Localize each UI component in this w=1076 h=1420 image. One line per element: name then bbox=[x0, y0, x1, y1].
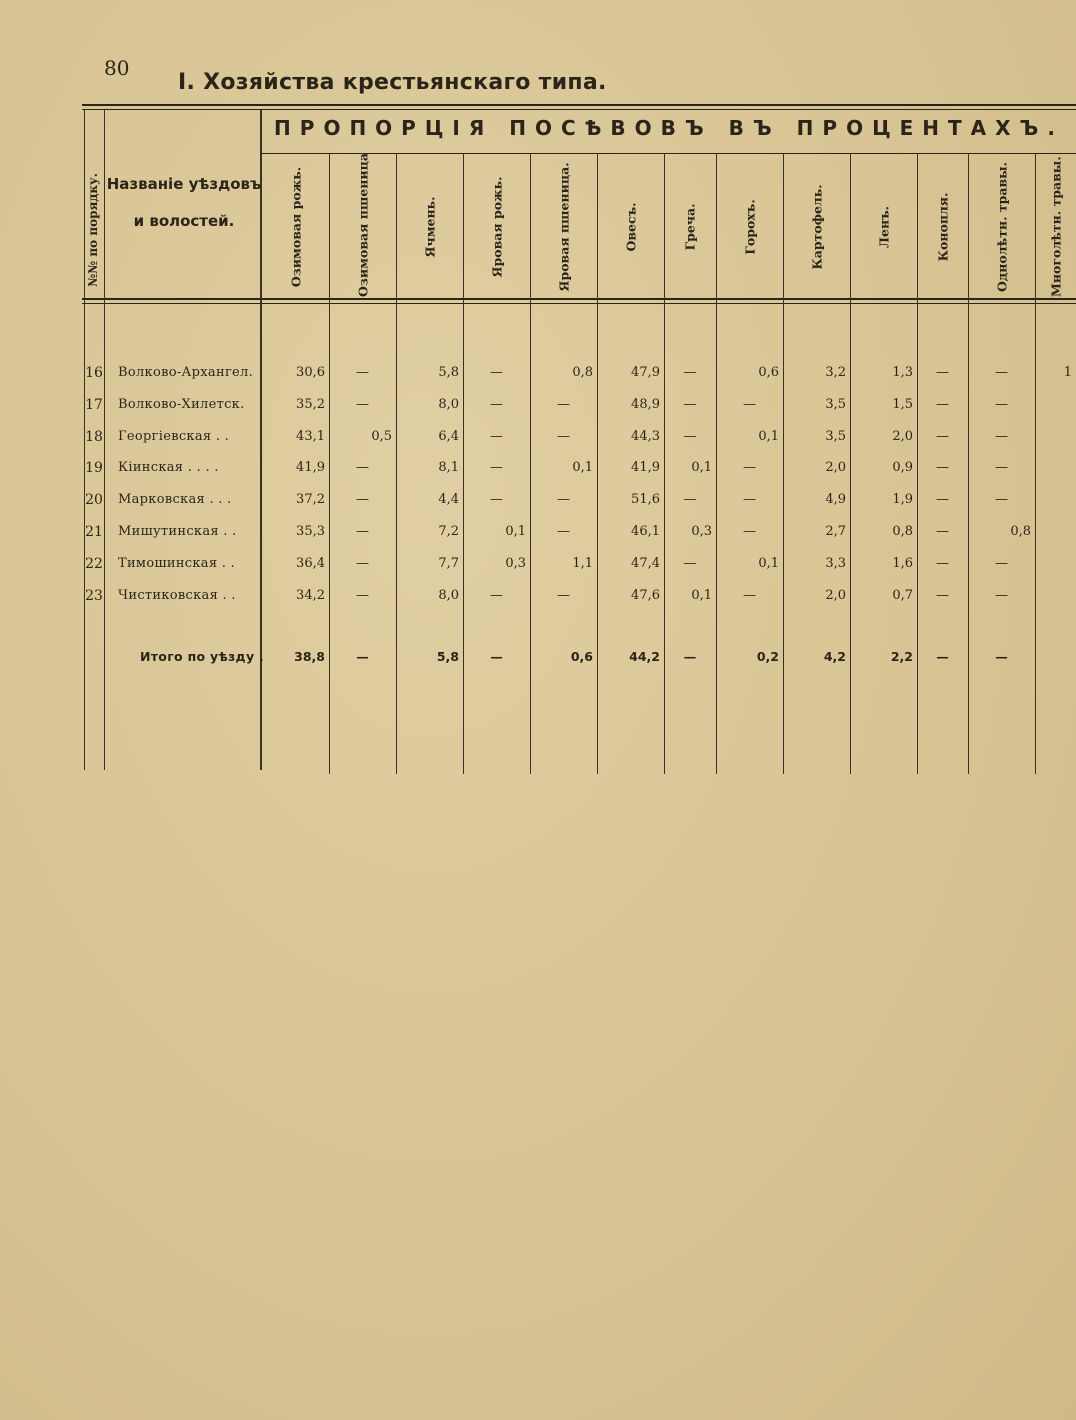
percent-cell: 48,9 bbox=[631, 396, 660, 412]
column-header-label: Многолѣтн. травы. bbox=[1048, 156, 1063, 297]
percent-cell: — bbox=[936, 365, 949, 380]
num-column-header bbox=[82, 160, 104, 300]
percent-cell: 0,5 bbox=[371, 428, 392, 444]
name-header-line1: Названіе уѣздовъ bbox=[106, 175, 262, 193]
percent-cell: — bbox=[490, 460, 503, 476]
row-number: 19 bbox=[85, 460, 103, 477]
district-name: Мишутинская . . bbox=[118, 524, 237, 539]
table-row bbox=[0, 517, 1076, 547]
row-number: 21 bbox=[85, 524, 103, 540]
percent-cell: 0,1 bbox=[691, 587, 712, 603]
percent-cell: 36,4 bbox=[296, 555, 325, 571]
percent-cell: 8,0 bbox=[438, 396, 459, 412]
percent-cell: 7,7 bbox=[438, 555, 459, 571]
percent-cell: 8,0 bbox=[438, 587, 459, 603]
percent-cell: 30,6 bbox=[296, 365, 325, 380]
column-header bbox=[1035, 154, 1076, 300]
column-header-label: Яровая рожь. bbox=[489, 176, 504, 278]
percent-cell: — bbox=[995, 587, 1008, 603]
row-number: 16 bbox=[85, 365, 103, 381]
percent-cell: — bbox=[356, 524, 369, 539]
district-name: Чистиковская . . bbox=[118, 587, 236, 603]
column-header-label: Конопля. bbox=[935, 192, 950, 262]
percent-cell: 2,0 bbox=[892, 428, 913, 444]
column-header-label: Ячмень. bbox=[422, 196, 437, 258]
percent-cell: 0,1 bbox=[572, 460, 593, 476]
percent-cell: — bbox=[356, 460, 369, 476]
district-name: Итого по уѣзду . bbox=[140, 649, 265, 664]
page-number: 80 bbox=[104, 56, 130, 80]
percent-cell: — bbox=[490, 428, 503, 444]
percent-cell: 2,0 bbox=[825, 587, 846, 603]
district-name: Марковская . . . bbox=[118, 492, 232, 508]
percent-cell: 0,1 bbox=[505, 524, 526, 539]
percent-cell: — bbox=[356, 587, 369, 603]
percent-cell: — bbox=[683, 428, 697, 444]
column-header bbox=[664, 154, 716, 300]
percent-cell: 0,8 bbox=[572, 365, 593, 380]
percent-cell: 2,7 bbox=[825, 524, 846, 539]
percent-cell: 38,8 bbox=[294, 649, 325, 664]
percent-cell: 0,1 bbox=[758, 555, 779, 571]
table-row bbox=[0, 581, 1076, 611]
percent-cell: — bbox=[995, 428, 1008, 444]
percent-cell: — bbox=[743, 524, 756, 539]
table-row bbox=[0, 485, 1076, 515]
percent-cell: — bbox=[356, 365, 369, 380]
percent-cell: 1,1 bbox=[572, 555, 593, 571]
percent-cell: 34,2 bbox=[296, 587, 325, 603]
column-header-label: Горохъ. bbox=[742, 199, 757, 255]
column-header-label: Озимовая рожь. bbox=[288, 166, 303, 288]
percent-cell: — bbox=[743, 492, 756, 508]
percent-cell: 44,2 bbox=[629, 649, 660, 664]
percent-cell: 5,8 bbox=[438, 365, 459, 380]
percent-cell: — bbox=[936, 587, 949, 603]
table-row bbox=[0, 390, 1076, 420]
percent-cell: 46,1 bbox=[631, 524, 660, 539]
percent-cell: 8,1 bbox=[438, 460, 459, 476]
row-number: 23 bbox=[85, 587, 103, 604]
name-column-header bbox=[106, 172, 262, 246]
percent-cell: — bbox=[356, 396, 369, 412]
total-row bbox=[0, 642, 1076, 672]
column-header bbox=[530, 154, 597, 300]
percent-cell: — bbox=[490, 492, 503, 508]
percent-cell: 1 bbox=[1063, 365, 1072, 380]
percent-cell: — bbox=[490, 649, 503, 664]
row-number: 20 bbox=[85, 492, 103, 509]
num-column-header-label: №№ по порядку. bbox=[86, 173, 100, 287]
percent-cell: — bbox=[557, 428, 570, 444]
percent-cell: 0,6 bbox=[570, 649, 593, 664]
percent-cell: — bbox=[936, 460, 949, 476]
percent-cell: — bbox=[557, 587, 570, 603]
header-bottom-rule-thin bbox=[82, 303, 1076, 304]
percent-cell: — bbox=[743, 396, 756, 412]
district-name: Георгіевская . . bbox=[118, 428, 230, 444]
top-rule-thin bbox=[82, 109, 1076, 110]
column-header-label: Однолѣтн. травы. bbox=[994, 161, 1009, 293]
percent-cell: 0,8 bbox=[1010, 524, 1031, 539]
column-header bbox=[262, 154, 329, 300]
percent-cell: 1,9 bbox=[892, 492, 913, 508]
percent-cell: 47,6 bbox=[631, 587, 660, 603]
percent-cell: — bbox=[557, 492, 570, 508]
column-header-label: Греча. bbox=[682, 203, 698, 251]
row-number: 18 bbox=[85, 428, 103, 445]
percent-cell: 0,2 bbox=[756, 649, 779, 664]
percent-cell: — bbox=[557, 524, 570, 539]
percent-cell: 47,9 bbox=[631, 365, 660, 380]
percent-cell: 0,3 bbox=[505, 555, 526, 571]
percent-cell: 0,1 bbox=[758, 428, 779, 444]
column-header bbox=[968, 154, 1035, 300]
percent-cell: — bbox=[683, 555, 697, 571]
district-name: Тимошинская . . bbox=[118, 555, 236, 571]
percent-cell: 44,3 bbox=[631, 428, 660, 444]
percent-cell: — bbox=[490, 396, 503, 412]
percent-cell: — bbox=[995, 365, 1008, 380]
percent-cell: 0,3 bbox=[691, 524, 712, 539]
percent-cell: 7,2 bbox=[438, 524, 459, 539]
percent-cell: 6,4 bbox=[438, 428, 459, 444]
percent-cell: — bbox=[683, 396, 697, 412]
percent-cell: — bbox=[995, 649, 1008, 664]
column-header-label: Яровая пшеница. bbox=[556, 162, 571, 292]
table-row bbox=[0, 422, 1076, 452]
percent-cell: 0,1 bbox=[691, 460, 712, 476]
percent-cell: — bbox=[490, 365, 503, 380]
percent-cell: 37,2 bbox=[296, 492, 325, 508]
percent-cell: 3,5 bbox=[825, 428, 846, 444]
page-header: I. Хозяйства крестьянскаго типа. bbox=[178, 70, 607, 95]
percent-cell: — bbox=[936, 428, 949, 444]
percent-cell: 35,3 bbox=[296, 524, 325, 539]
column-header bbox=[783, 154, 850, 300]
table-row bbox=[0, 453, 1076, 483]
district-name: Волково-Архангел. bbox=[118, 365, 254, 380]
percent-cell: — bbox=[683, 365, 697, 380]
percent-cell: — bbox=[356, 649, 369, 664]
percent-cell: 3,5 bbox=[825, 396, 846, 412]
percent-cell: — bbox=[995, 396, 1008, 412]
percent-cell: 51,6 bbox=[631, 492, 660, 508]
top-rule bbox=[82, 104, 1076, 106]
percent-cell: 43,1 bbox=[296, 428, 325, 444]
district-name: Кіинская . . . . bbox=[118, 460, 219, 476]
percent-cell: 41,9 bbox=[296, 460, 325, 476]
table-row bbox=[0, 358, 1076, 388]
percent-cell: 2,2 bbox=[890, 649, 913, 664]
percent-cell: 0,7 bbox=[892, 587, 913, 603]
percent-cell: 1,6 bbox=[892, 555, 913, 571]
column-header bbox=[716, 154, 783, 300]
district-name: Волково-Хилетск. bbox=[118, 396, 245, 412]
percent-cell: — bbox=[936, 396, 949, 412]
column-header-label: Ленъ. bbox=[876, 205, 891, 249]
column-header bbox=[917, 154, 968, 300]
percent-cell: — bbox=[683, 649, 697, 664]
percent-cell: — bbox=[936, 649, 949, 664]
percent-cell: — bbox=[936, 555, 949, 571]
percent-cell: — bbox=[743, 460, 756, 476]
column-header bbox=[850, 154, 917, 300]
row-number: 17 bbox=[85, 396, 103, 413]
table-row bbox=[0, 549, 1076, 579]
percent-cell: 4,2 bbox=[823, 649, 846, 664]
column-header bbox=[329, 154, 396, 300]
percent-cell: — bbox=[356, 555, 369, 571]
row-number: 22 bbox=[85, 555, 103, 572]
column-header bbox=[463, 154, 530, 300]
percent-cell: 3,2 bbox=[825, 365, 846, 380]
percent-cell: — bbox=[683, 492, 697, 508]
column-header bbox=[396, 154, 463, 300]
percent-cell: 0,8 bbox=[892, 524, 913, 539]
percent-cell: 4,9 bbox=[825, 492, 846, 508]
percent-cell: — bbox=[995, 555, 1008, 571]
percent-cell: 1,3 bbox=[892, 365, 913, 380]
name-header-line2: и волостей. bbox=[133, 212, 235, 230]
percent-cell: 1,5 bbox=[892, 396, 913, 412]
percent-cell: — bbox=[936, 492, 949, 508]
percent-cell: — bbox=[356, 492, 369, 508]
column-header-label: Озимовая пшеница bbox=[355, 153, 370, 297]
percent-cell: 0,6 bbox=[758, 365, 779, 380]
column-header-label: Картофель. bbox=[809, 184, 824, 270]
percent-cell: 41,9 bbox=[631, 460, 660, 476]
percent-cell: 35,2 bbox=[296, 396, 325, 412]
percent-cell: 3,3 bbox=[825, 555, 846, 571]
column-header bbox=[597, 154, 664, 300]
percent-cell: 5,8 bbox=[436, 649, 459, 664]
super-header: ПРОПОРЦІЯ ПОСѢВОВЪ ВЪ ПРОЦЕНТАХЪ. bbox=[274, 116, 1064, 140]
percent-cell: — bbox=[557, 396, 570, 412]
percent-cell: — bbox=[995, 492, 1008, 508]
percent-cell: 2,0 bbox=[825, 460, 846, 476]
percent-cell: — bbox=[490, 587, 503, 603]
percent-cell: — bbox=[936, 524, 949, 539]
percent-cell: — bbox=[995, 460, 1008, 476]
column-header-label: Овесъ. bbox=[623, 202, 638, 252]
percent-cell: 4,4 bbox=[438, 492, 459, 508]
percent-cell: — bbox=[743, 587, 756, 603]
percent-cell: 0,9 bbox=[892, 460, 913, 476]
percent-cell: 47,4 bbox=[631, 555, 660, 571]
